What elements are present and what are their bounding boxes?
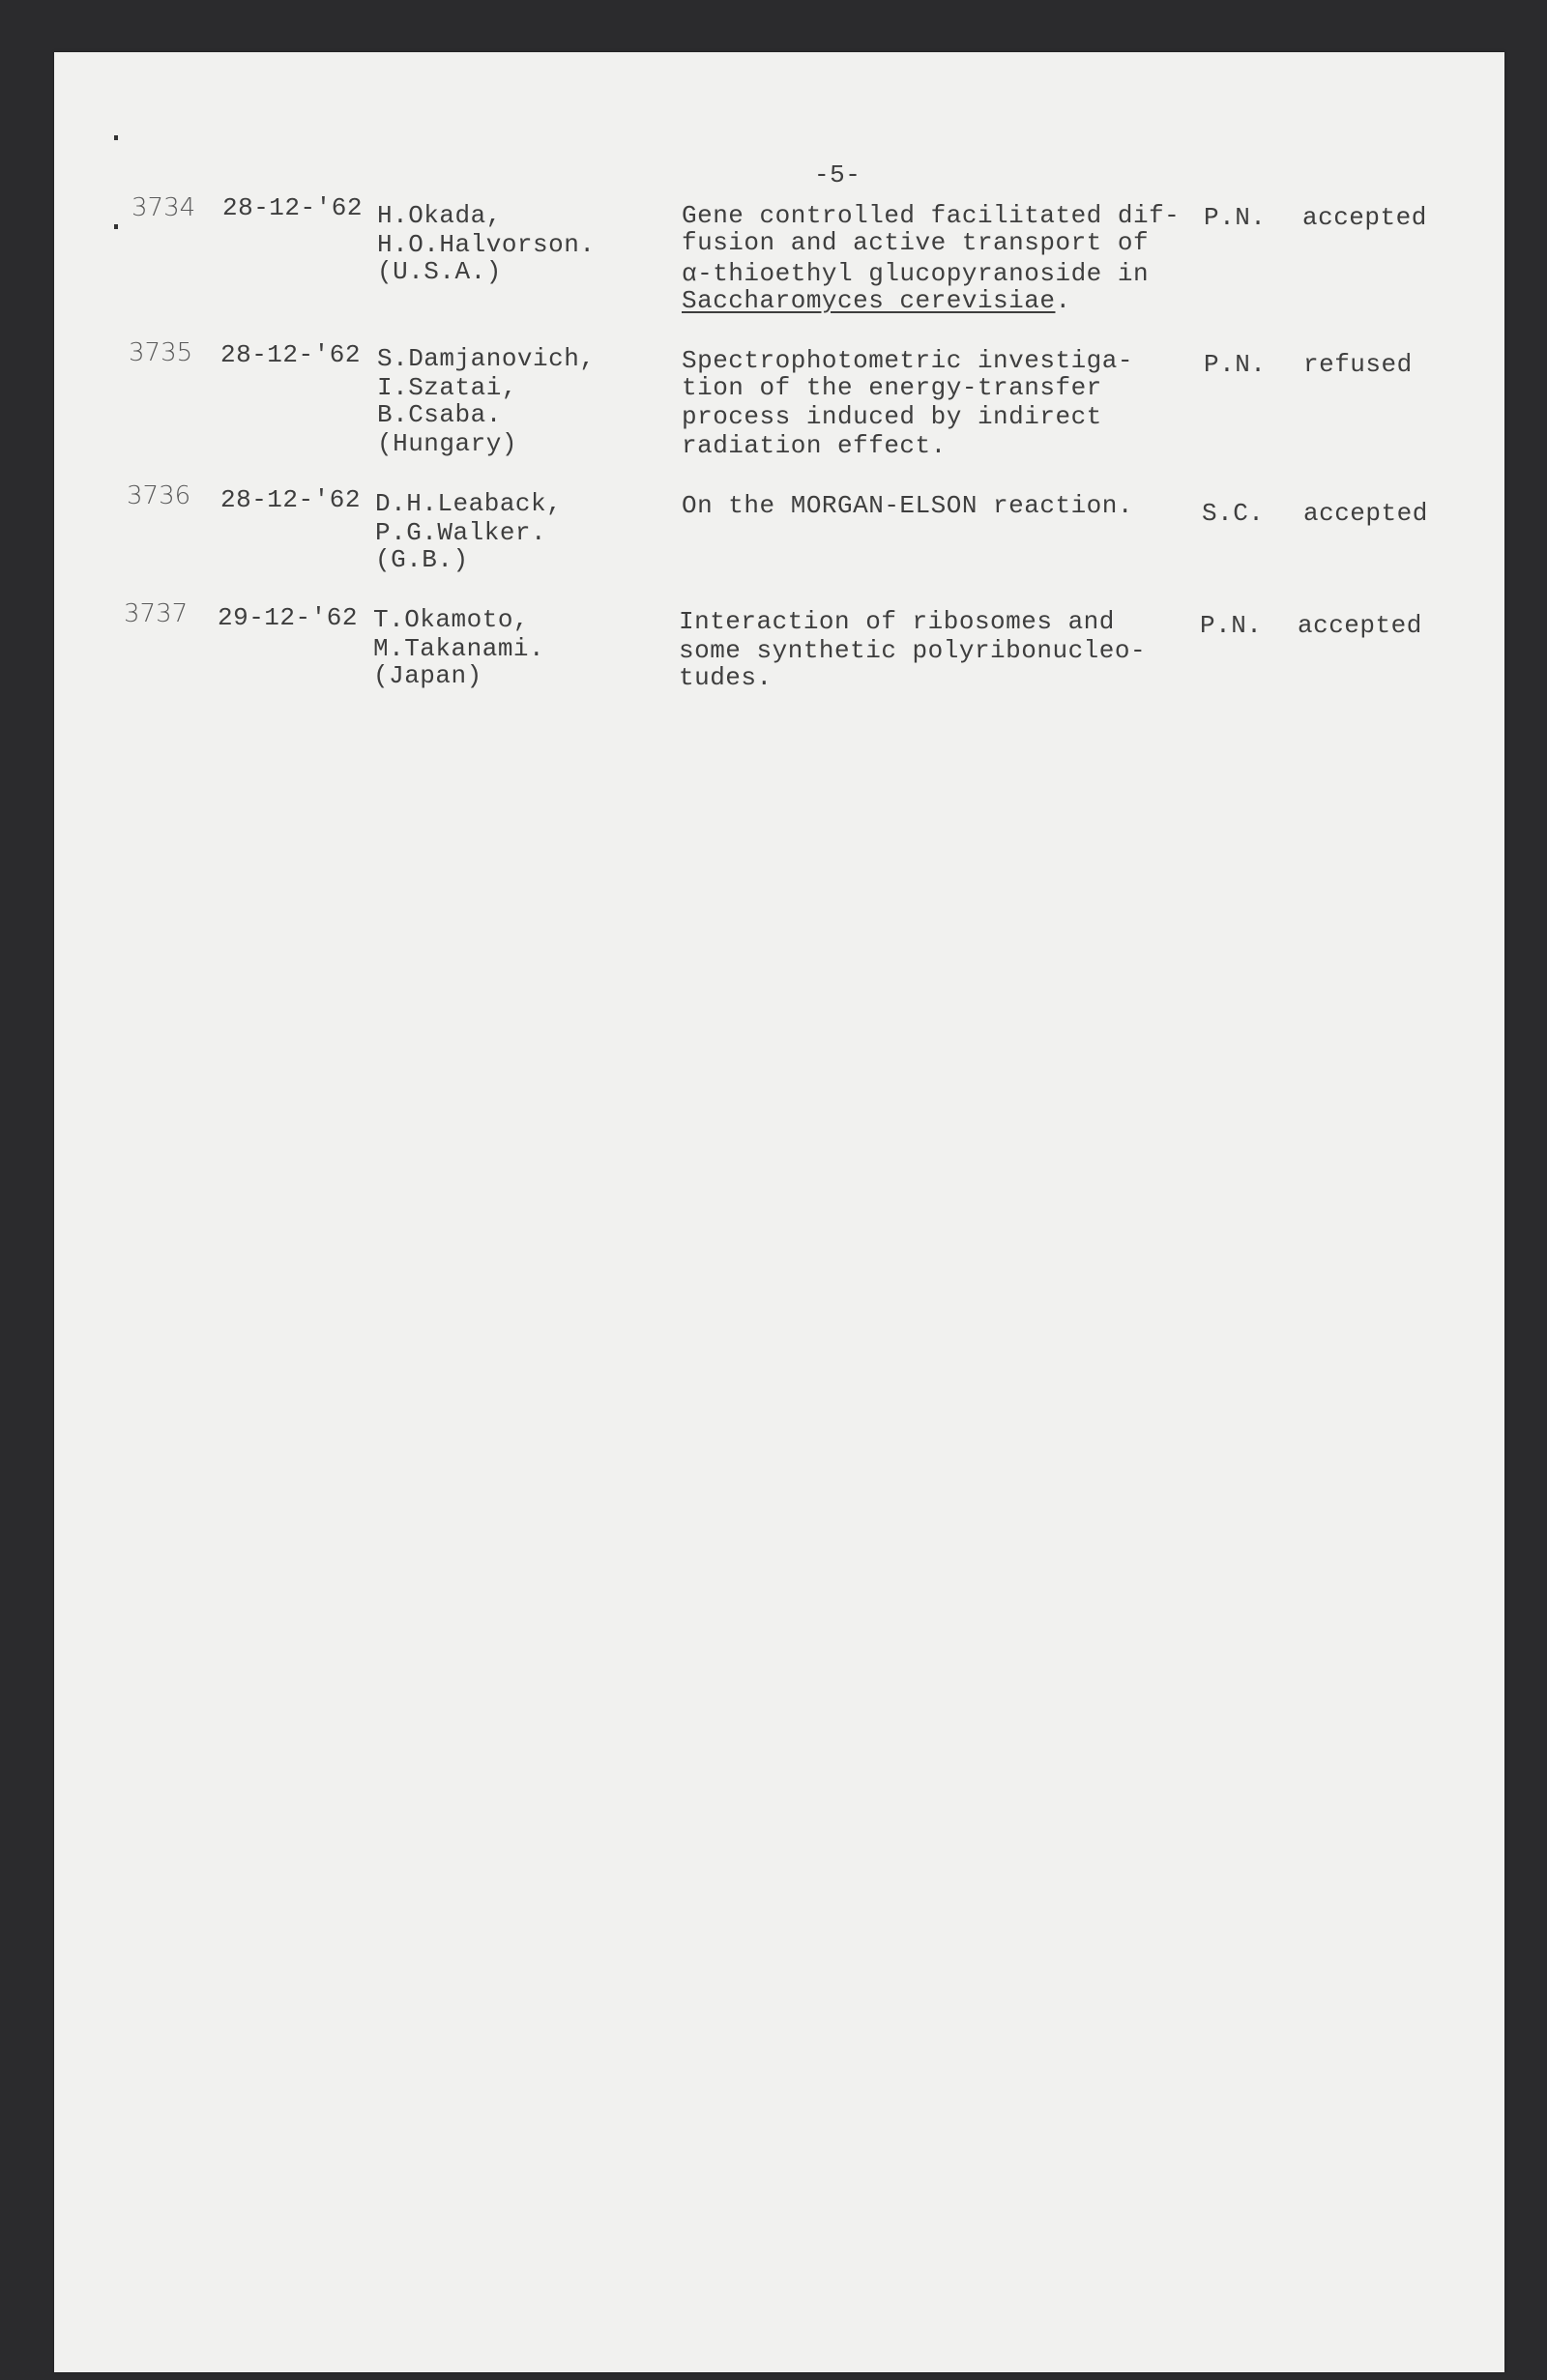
entry-title-line: radiation effect.: [682, 431, 947, 460]
entry-title-line: process induced by indirect: [682, 402, 1102, 431]
entry-title-line: fusion and active transport of: [682, 228, 1150, 257]
entry-author: H.Okada,: [377, 201, 502, 230]
entry-author: (Hungary): [377, 429, 517, 458]
species-name: Saccharomyces cerevisiae: [682, 286, 1056, 315]
entry-date: 28-12-'62: [220, 340, 361, 369]
entry-title-line: α-thioethyl glucopyranoside in: [682, 259, 1150, 288]
entry-title-line: Interaction of ribosomes and: [679, 607, 1115, 636]
entry-author: (U.S.A.): [377, 257, 502, 286]
margin-mark: [114, 224, 118, 229]
entry-author: D.H.Leaback,: [375, 489, 563, 518]
entry-number: 3737: [124, 599, 189, 628]
entry-title-line: Spectrophotometric investiga-: [682, 346, 1133, 375]
page-number: -5-: [814, 160, 861, 189]
entry-referee: P.N.: [1200, 611, 1263, 640]
entry-decision: refused: [1303, 350, 1413, 379]
entry-author: P.G.Walker.: [375, 518, 547, 547]
entry-author: T.Okamoto,: [373, 605, 530, 634]
margin-mark: [114, 135, 118, 140]
entry-decision: accepted: [1298, 611, 1422, 640]
entry-title-line: some synthetic polyribonucleo-: [679, 636, 1147, 665]
entry-referee: P.N.: [1204, 350, 1267, 379]
entry-title-line: Gene controlled facilitated dif-: [682, 201, 1181, 230]
entry-author: (G.B.): [375, 545, 469, 574]
entry-title-line: tudes.: [679, 663, 773, 692]
entry-number: 3736: [127, 481, 191, 510]
entry-decision: accepted: [1302, 203, 1427, 232]
entry-referee: P.N.: [1204, 203, 1267, 232]
entry-author: (Japan): [373, 661, 482, 690]
entry-number: 3734: [131, 193, 196, 222]
entry-author: B.Csaba.: [377, 400, 502, 429]
entry-title-line: On the MORGAN-ELSON reaction.: [682, 491, 1133, 520]
entry-title-line: Saccharomyces cerevisiae.: [682, 286, 1071, 315]
entry-title-line: tion of the energy-transfer: [682, 373, 1102, 402]
entry-date: 28-12-'62: [220, 485, 361, 514]
entry-date: 29-12-'62: [218, 603, 358, 632]
entry-referee: S.C.: [1202, 499, 1265, 528]
entry-author: S.Damjanovich,: [377, 344, 596, 373]
entry-author: H.O.Halvorson.: [377, 230, 596, 259]
entry-date: 28-12-'62: [222, 193, 363, 222]
entry-author: I.Szatai,: [377, 373, 517, 402]
entry-decision: accepted: [1303, 499, 1428, 528]
entry-author: M.Takanami.: [373, 634, 545, 663]
entry-number: 3735: [129, 338, 193, 367]
